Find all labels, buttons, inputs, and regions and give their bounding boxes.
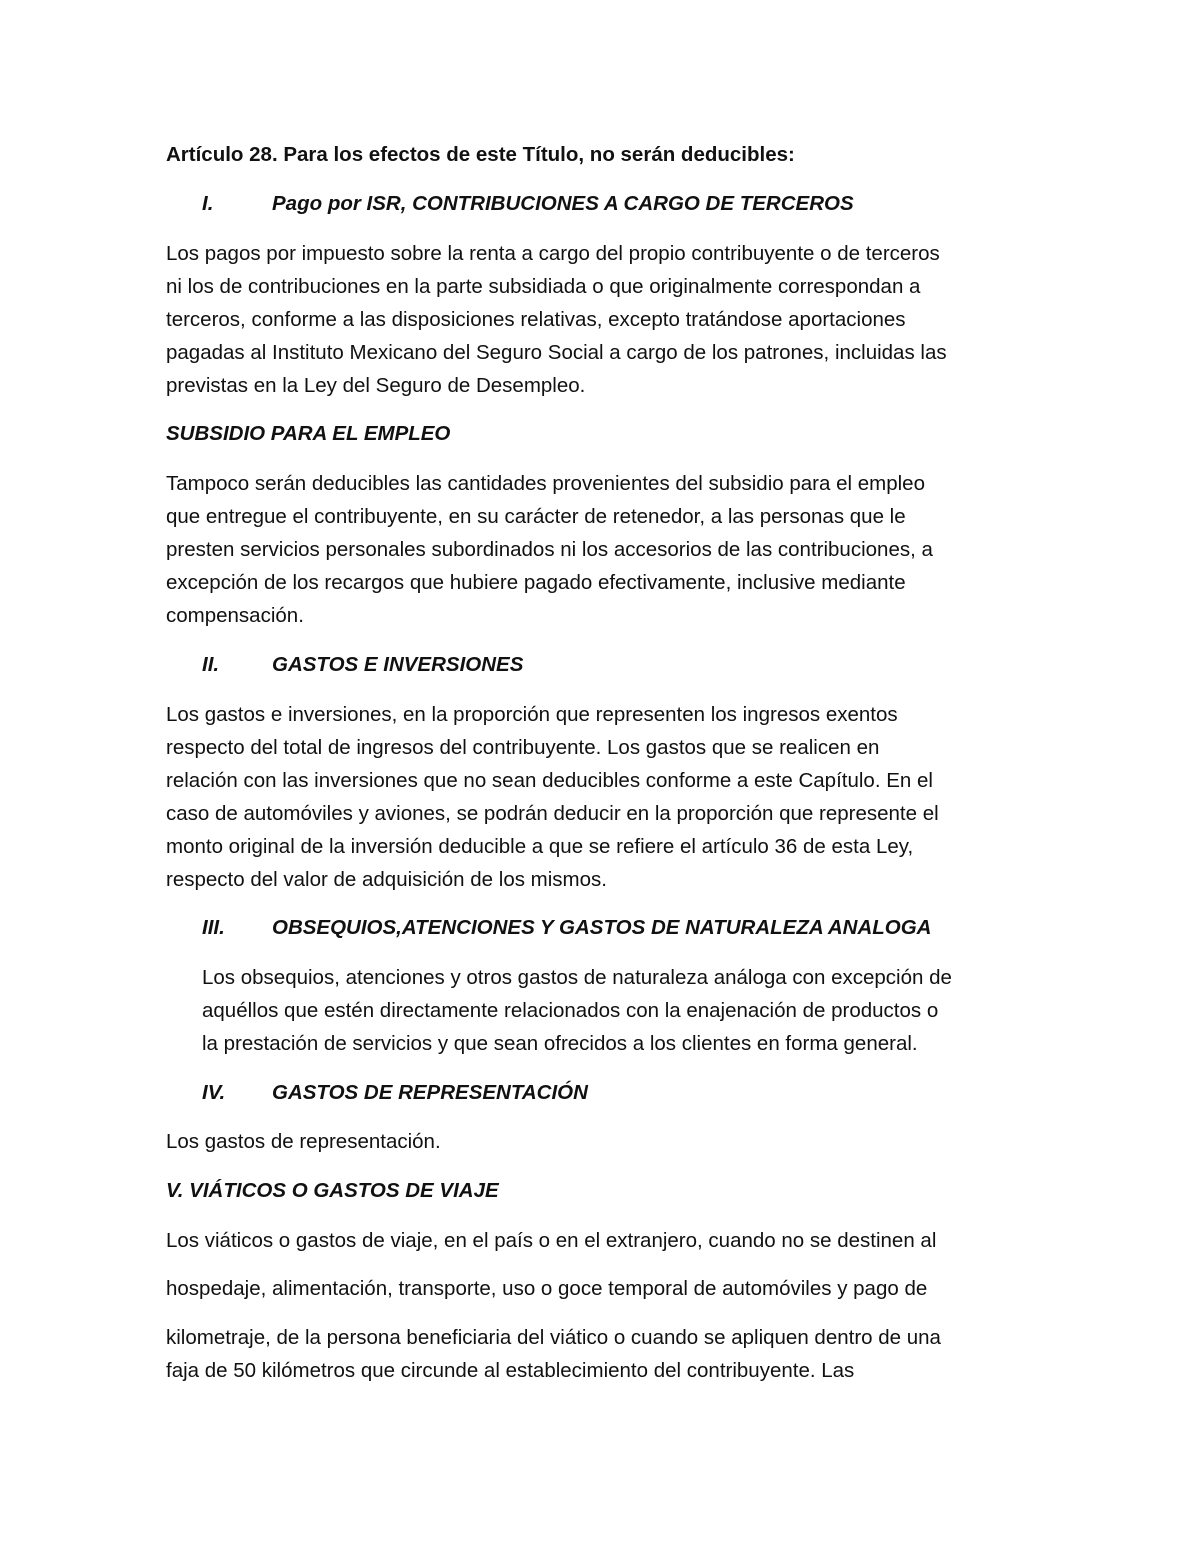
paragraph-line: respecto del valor de adquisición de los mismos. (166, 868, 607, 891)
paragraph-line: caso de automóviles y aviones, se podrán deducir en la proporción que represente el (166, 802, 939, 825)
section-numeral: III. (202, 916, 225, 939)
paragraph-line: monto original de la inversión deducible a que se refiere el artículo 36 de esta Ley, (166, 835, 914, 858)
paragraph-line: relación con las inversiones que no sean deducibles conforme a este Capítulo. En el (166, 769, 933, 792)
paragraph-line: la prestación de servicios y que sean ofrecidos a los clientes en forma general. (202, 1032, 918, 1055)
paragraph-line: pagadas al Instituto Mexicano del Seguro Social a cargo de los patrones, incluidas las (166, 341, 947, 364)
paragraph-line: faja de 50 kilómetros que circunde al establecimiento del contribuyente. Las (166, 1359, 855, 1382)
paragraph-line: Los viáticos o gastos de viaje, en el país o en el extranjero, cuando no se destinen al (166, 1229, 937, 1252)
paragraph-line: aquéllos que estén directamente relacionados con la enajenación de productos o (202, 999, 939, 1022)
paragraph-line: Los gastos de representación. (166, 1130, 441, 1153)
paragraph-line: Tampoco serán deducibles las cantidades provenientes del subsidio para el empleo (166, 472, 925, 495)
paragraph-line: que entregue el contribuyente, en su carácter de retenedor, a las personas que le (166, 505, 906, 528)
paragraph-line: excepción de los recargos que hubiere pagado efectivamente, inclusive mediante (166, 571, 906, 594)
paragraph-line: Los pagos por impuesto sobre la renta a cargo del propio contribuyente o de terceros (166, 242, 940, 265)
section-numeral: IV. (202, 1081, 226, 1104)
section-title: Pago por ISR, CONTRIBUCIONES A CARGO DE TERCEROS (272, 192, 854, 215)
section-numeral: I. (202, 192, 214, 215)
section-numeral: II. (202, 653, 220, 676)
section-title: SUBSIDIO PARA EL EMPLEO (166, 422, 451, 445)
section-title: V. VIÁTICOS O GASTOS DE VIAJE (166, 1179, 499, 1202)
paragraph-line: hospedaje, alimentación, transporte, uso o goce temporal de automóviles y pago de (166, 1277, 928, 1300)
paragraph-line: terceros, conforme a las disposiciones relativas, excepto tratándose aportaciones (166, 308, 906, 331)
section-title: GASTOS DE REPRESENTACIÓN (272, 1081, 588, 1104)
paragraph-line: respecto del total de ingresos del contribuyente. Los gastos que se realicen en (166, 736, 880, 759)
paragraph-line: presten servicios personales subordinados ni los accesorios de las contribuciones, a (166, 538, 933, 561)
article-heading: Artículo 28. Para los efectos de este Título, no serán deducibles: (166, 143, 795, 166)
paragraph-line: compensación. (166, 604, 304, 627)
paragraph-line: Los obsequios, atenciones y otros gastos de naturaleza análoga con excepción de (202, 966, 952, 989)
paragraph-line: Los gastos e inversiones, en la proporción que representen los ingresos exentos (166, 703, 898, 726)
section-title: GASTOS E INVERSIONES (272, 653, 524, 676)
paragraph-line: ni los de contribuciones en la parte subsidiada o que originalmente correspondan a (166, 275, 921, 298)
paragraph-line: kilometraje, de la persona beneficiaria del viático o cuando se apliquen dentro de una (166, 1326, 941, 1349)
paragraph-line: previstas en la Ley del Seguro de Desempleo. (166, 374, 586, 397)
section-title: OBSEQUIOS,ATENCIONES Y GASTOS DE NATURALEZA ANALOGA (272, 916, 932, 939)
